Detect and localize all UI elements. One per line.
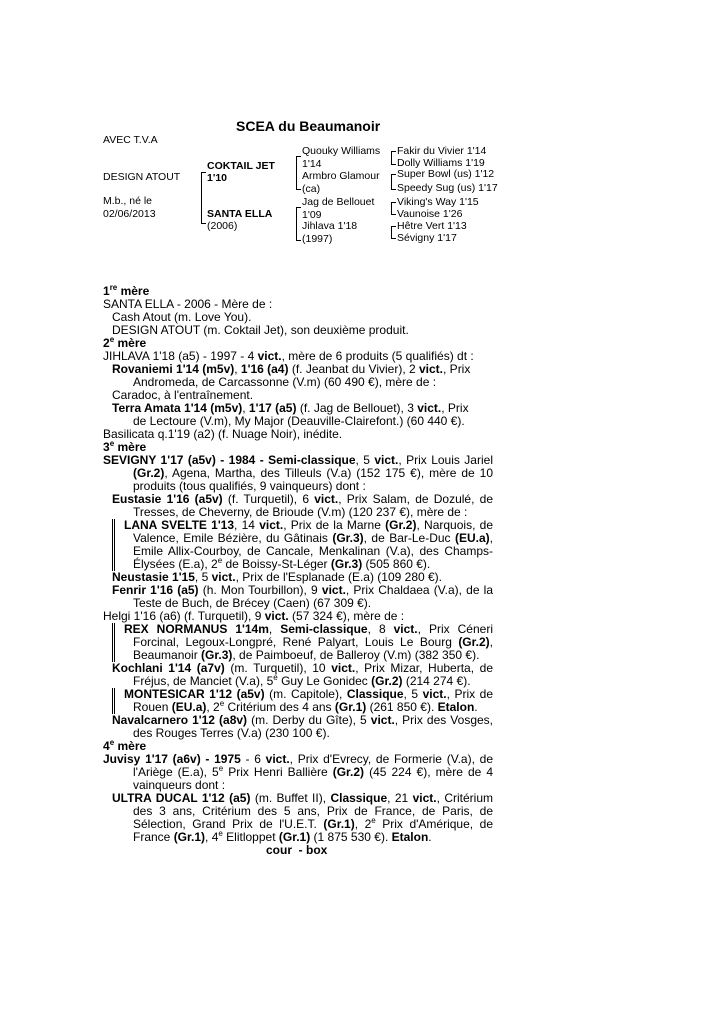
great-grandparent-1: Fakir du Vivier 1'14 xyxy=(397,145,487,157)
dam-parents-bracket xyxy=(296,207,301,241)
sire-name: COKTAIL JET xyxy=(207,160,275,172)
dam2-produce-3: Basilicata q.1'19 (a2) (f. Nuage Noir), inédite. xyxy=(103,427,343,441)
dam3-produce-helgi: Helgi 1'16 (a6) (f. Turquetil), 9 vict. (57 324 €), mère de : xyxy=(103,609,405,623)
great-grandparent-4: Speedy Sug (us) 1'17 xyxy=(397,182,498,194)
grandsire-1-time: 1'14 xyxy=(302,158,322,170)
dam3-produce-kochlani: Kochlani 1'14 (a7v) (m. Turquetil), 10 vict., Prix Mizar, Huberta, de Fréjus, de Manciet (V.a), 5e Guy Le Gonidec (Gr.2) (214 274 €). xyxy=(112,661,493,688)
birth-line-1: M.b., né le xyxy=(103,195,153,207)
dam3-intro: SEVIGNY 1'17 (a5v) - 1984 - Semi-classique, 5 vict., Prix Louis Jariel (Gr.2), Agena, Martha, des Tilleuls (V.a) (152 175 €), mère de 10 produits (tous qualifiés, 9 vainqueurs) dont : xyxy=(103,453,493,493)
dam2-produce-1-cont: Andromeda, de Carcassonne (V.m) (60 490 €), mère de : xyxy=(133,375,437,389)
dam1-line-2: Cash Atout (m. Love You). xyxy=(112,310,252,324)
dam4-produce-ultra-ducal: ULTRA DUCAL 1'12 (a5) (m. Buffet II), Classique, 21 vict., Critérium des 3 ans, Critérium des 5 ans, Prix de France, de Paris, de Sélection, Grand Prix de l'U.E.T. (Gr.1), 2e Prix d'Amérique, de France (Gr.1), 4e Elitloppet (Gr.1) (1 875 530 €). Etalon. xyxy=(112,791,493,844)
sire-time: 1'10 xyxy=(207,172,228,184)
dam4-intro: Juvisy 1'17 (a6v) - 1975 - 6 vict., Prix d'Evrecy, de Formerie (V.a), de l'Ariège (E.a), 5e Prix Henri Ballière (Gr.2) (45 224 €), mère de 4 vainqueurs dont : xyxy=(103,752,494,792)
great-grandparent-5: Viking's Way 1'15 xyxy=(397,196,479,208)
great-grandparent-3: Super Bowl (us) 1'12 xyxy=(397,168,495,180)
dam2-produce-1-sub: Caradoc, à l'entraînement. xyxy=(112,388,254,402)
footer-note: cour - box xyxy=(266,843,328,857)
great-grandparent-2: Dolly Williams 1'19 xyxy=(397,157,485,169)
dam1-heading: 1re mère xyxy=(103,283,150,298)
dam1-line-1: SANTA ELLA - 2006 - Mère de : xyxy=(103,297,273,311)
dam3-produce-eustasie: Eustasie 1'16 (a5v) (f. Turquetil), 6 vict., Prix Salam, de Dozulé, de Tresses, de Cheverny, de Brioude (V.m) (120 237 €), mère de : xyxy=(112,492,493,519)
ggs-bracket-3 xyxy=(391,202,396,215)
granddam-2-year: (1997) xyxy=(302,233,333,245)
dam3-produce-montesicar: MONTESICAR 1'12 (a5v) (m. Capitole), Classique, 5 vict., Prix de Rouen (EU.a), 2e Critérium des 4 ans (Gr.1) (261 850 €). Etalon. xyxy=(112,688,493,714)
dam-name: SANTA ELLA xyxy=(207,208,273,220)
dam2-heading: 2e mère xyxy=(103,335,147,350)
grandsire-2 xyxy=(302,196,374,222)
dam2-produce-2-cont: de Lectoure (V.m), My Major (Deauville-Clairefont.) (60 440 €). xyxy=(133,414,465,428)
great-grandparent-8: Sévigny 1'17 xyxy=(397,232,457,244)
great-grandparent-7: Hêtre Vert 1'13 xyxy=(397,220,467,232)
grandsire-1 xyxy=(302,145,380,171)
ggs-bracket-4 xyxy=(391,226,396,239)
tva-note: AVEC T.V.A xyxy=(103,134,158,146)
dam-year: (2006) xyxy=(207,220,238,232)
birth-info xyxy=(103,195,156,221)
dam3-produce-navalcarnero: Navalcarnero 1'12 (a8v) (m. Derby du Gîte), 5 vict., Prix des Vosges, des Rouges Terres (V.a) (230 100 €). xyxy=(112,713,493,740)
birth-line-2: 02/06/2013 xyxy=(103,208,156,220)
maternal-line xyxy=(103,285,493,857)
granddam-2 xyxy=(302,220,357,246)
dam3-produce-rex-normanus: REX NORMANUS 1'14m, Semi-classique, 8 vict., Prix Céneri Forcinal, Legoux-Longpré, René Palyart, Louis Le Bourg (Gr.2), Beaumanoir (Gr.3), de Paimboeuf, de Balleroy (V.m) (382 350 €). xyxy=(112,623,493,662)
ggs-bracket-1 xyxy=(391,151,396,165)
granddam-1-name: Armbro Glamour xyxy=(302,170,380,182)
dam2-intro: JIHLAVA 1'18 (a5) - 1997 - 4 vict., mère de 6 produits (5 qualifiés) dt : xyxy=(103,349,474,363)
dam4-heading: 4e mère xyxy=(103,738,147,753)
dam3-produce-neustasie: Neustasie 1'15, 5 vict., Prix de l'Esplanade (E.a) (109 280 €). xyxy=(112,570,443,584)
dam2-produce-1: Rovaniemi 1'14 (m5v), 1'16 (a4) (f. Jeanbat du Vivier), 2 vict., Prix xyxy=(112,362,471,376)
granddam-1 xyxy=(302,170,380,196)
granddam-2-name: Jihlava 1'18 xyxy=(302,220,358,232)
dam2-produce-2: Terra Amata 1'14 (m5v), 1'17 (a5) (f. Jag de Bellouet), 3 vict., Prix xyxy=(112,401,469,415)
grandsire-2-name: Jag de Bellouet xyxy=(302,196,375,208)
dam1-line-3: DESIGN ATOUT (m. Coktail Jet), son deuxième produit. xyxy=(112,323,409,337)
sire-dam-bracket xyxy=(201,172,206,224)
dam3-produce-lana-svelte: LANA SVELTE 1'13, 14 vict., Prix de la Marne (Gr.2), Narquois, de Valence, Emile Bézière, du Gâtinais (Gr.3), de Bar-Le-Duc (EU.a), Emile Allix-Courboy, de Cancale, Menkalinan (V.a), des Champs-Élysées (E.a), 2e de Boissy-St-Léger (Gr.3) (505 860 €). xyxy=(112,519,493,571)
horse-name: DESIGN ATOUT xyxy=(103,171,181,183)
grandsire-2-time: 1'09 xyxy=(302,209,322,221)
ggs-bracket-2 xyxy=(391,174,396,190)
page-title: SCEA du Beaumanoir xyxy=(236,118,381,134)
dam3-heading: 3e mère xyxy=(103,439,147,454)
granddam-1-info: (ca) xyxy=(302,183,321,195)
great-grandparent-6: Vaunoise 1'26 xyxy=(397,208,463,220)
grandsire-1-name: Quouky Williams xyxy=(302,145,381,157)
dam3-produce-fenrir: Fenrir 1'16 (a5) (h. Mon Tourbillon), 9 vict., Prix Chaldaea (V.a), de la Teste de Buch, de Brécey (Caen) (67 309 €). xyxy=(112,583,494,610)
sire-parents-bracket xyxy=(296,156,301,190)
